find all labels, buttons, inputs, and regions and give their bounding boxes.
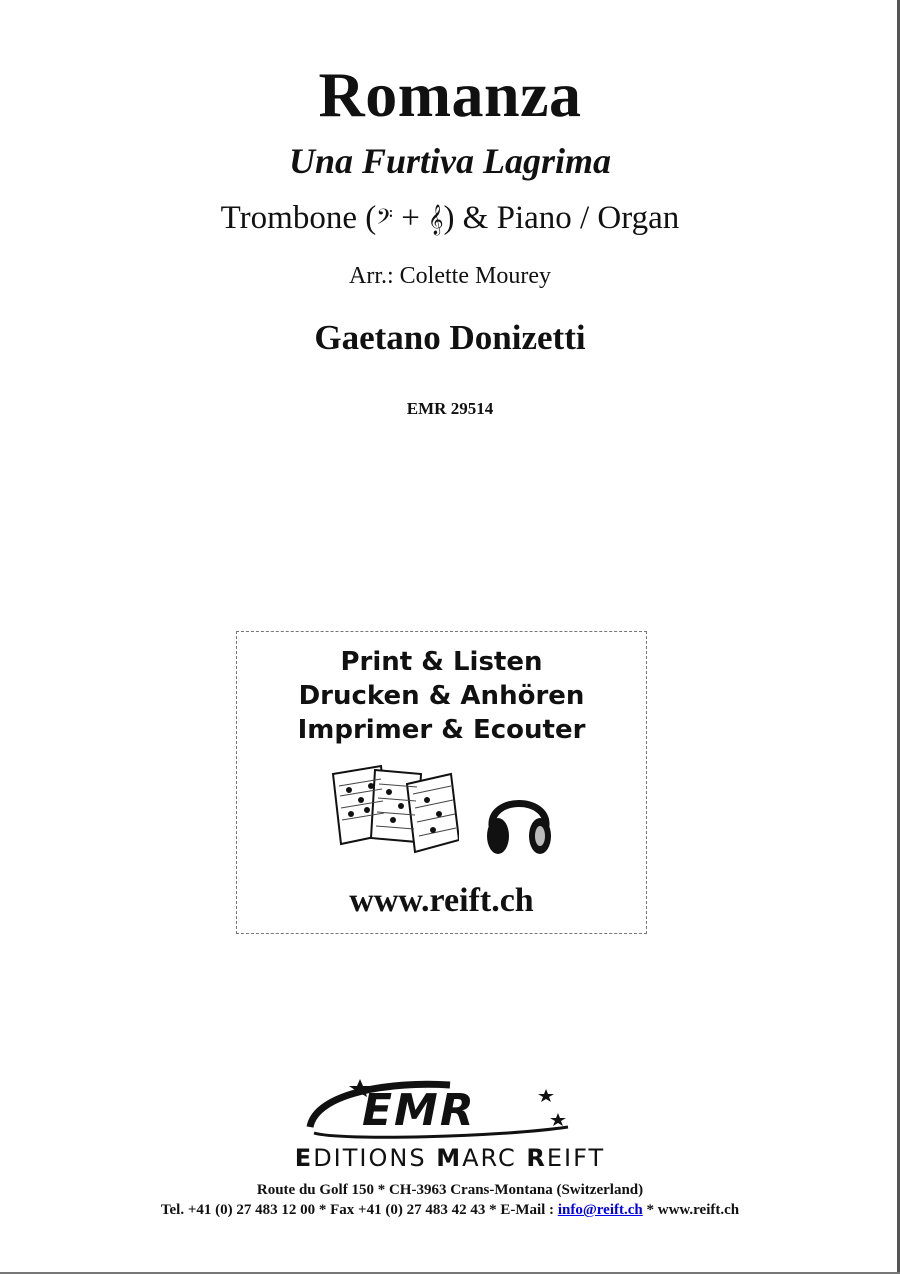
instrumentation-suffix: ) & Piano / Organ [443,200,680,236]
publisher-address: Route du Golf 150 * CH-3963 Crans-Montana (Switzerland) [256,1182,644,1198]
wordmark-arc: ARC [462,1144,527,1172]
wordmark-e: E [294,1144,314,1172]
arranger: Arr.: Colette Mourey [349,263,551,289]
wordmark-eift: EIFT [546,1144,606,1172]
emr-logo [300,1075,600,1147]
instrumentation-prefix: Trombone ( [220,200,377,236]
promo-line-en: Print & Listen [340,647,543,677]
contact-suffix: * www.reift.ch [642,1202,740,1218]
promo-website: www.reift.ch [349,882,534,919]
email-link[interactable]: info@reift.ch [557,1202,643,1218]
instrumentation-plus: + [392,200,429,236]
piece-subtitle: Una Furtiva Lagrima [288,141,612,181]
promo-line-fr: Imprimer & Ecouter [297,715,586,745]
bass-clef-icon: 𝄢 [376,205,393,235]
publisher-contact [0,1202,900,1219]
treble-clef-icon: 𝄞 [428,205,444,235]
print-listen-box [236,631,647,934]
piece-title: Romanza [318,59,582,130]
instrumentation [0,200,900,237]
contact-prefix: Tel. +41 (0) 27 483 12 00 * Fax +41 (0) 27 483 42 43 * E-Mail : [160,1202,558,1218]
wordmark-m: M [436,1144,463,1172]
wordmark-r: R [526,1144,547,1172]
wordmark-ditions: DITIONS [313,1144,437,1172]
logo-text: EMR [362,1085,476,1136]
publisher-wordmark [0,1144,900,1172]
catalog-code: EMR 29514 [406,399,494,418]
promo-line-de: Drucken & Anhören [298,681,585,711]
sheet-music-icon [329,762,459,854]
composer: Gaetano Donizetti [314,318,586,357]
headphones-icon [484,782,554,858]
